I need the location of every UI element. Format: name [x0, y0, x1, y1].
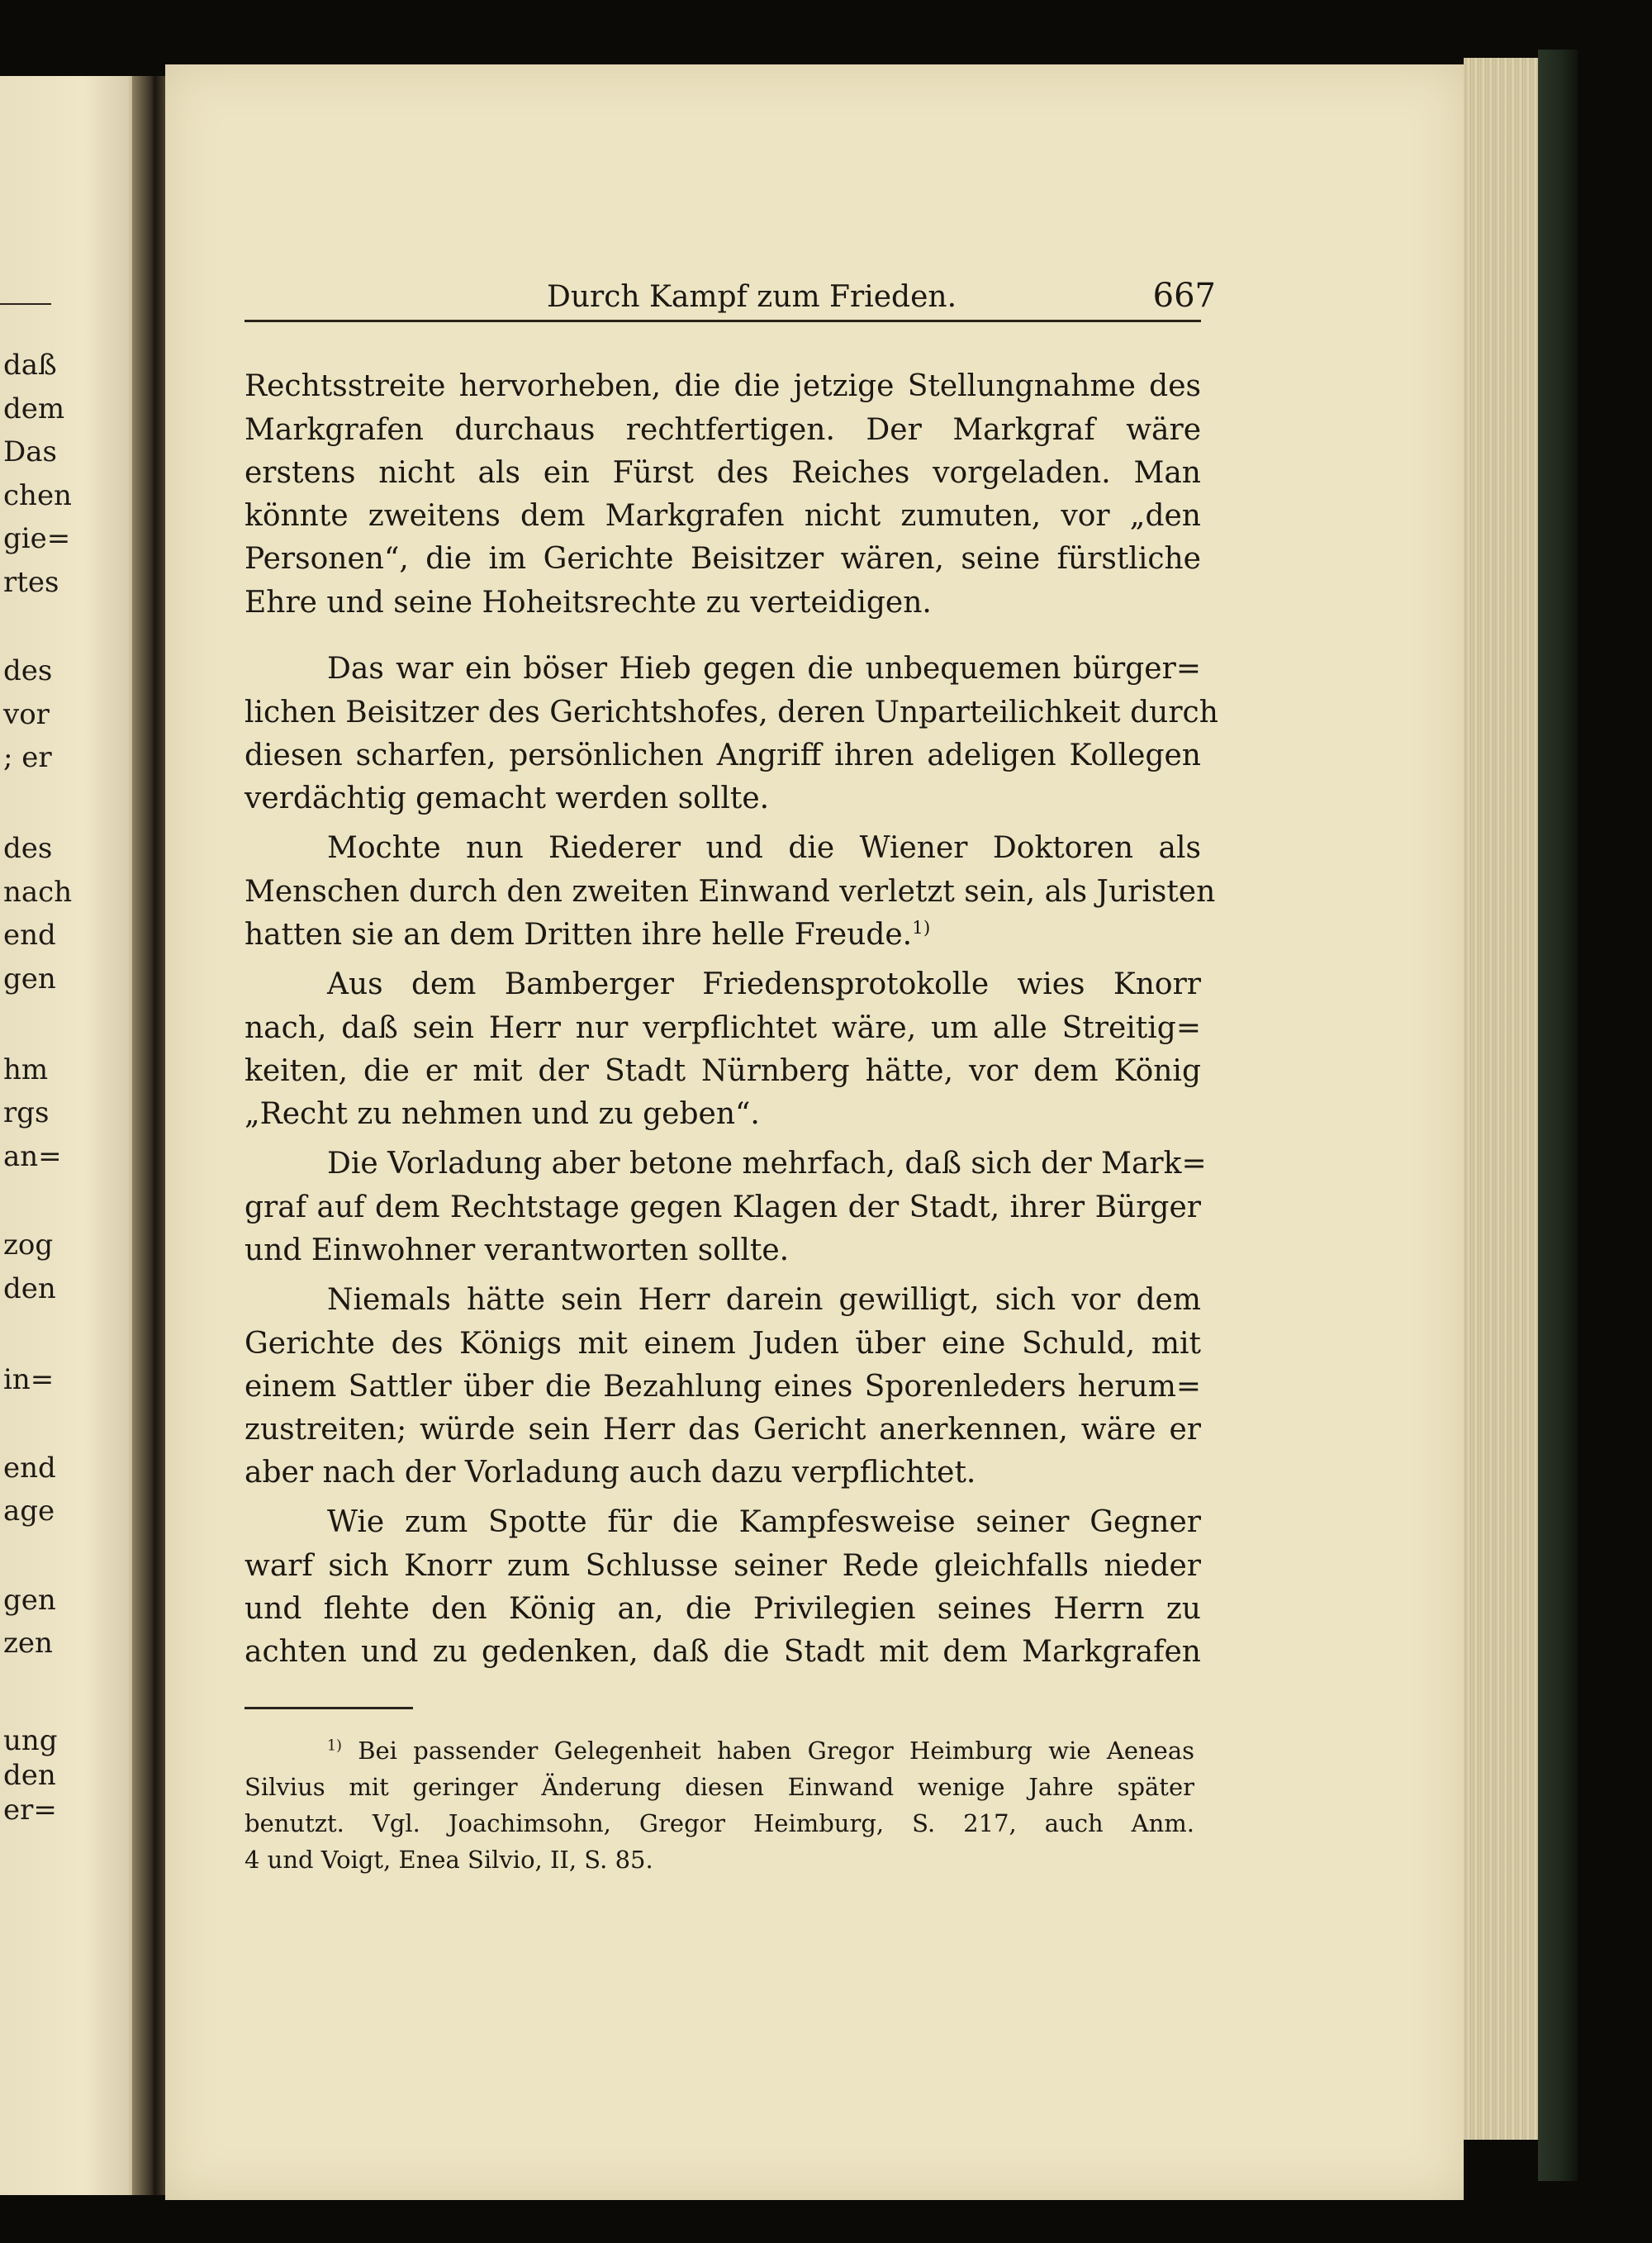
- left-page-fragment: den: [3, 1759, 56, 1792]
- body-line: Wie zum Spotte für die Kampfesweise seiner Gegner: [327, 1505, 1201, 1539]
- body-line: nach, daß sein Herr nur verpflichtet wäre, um alle Streitig=: [244, 1011, 1201, 1045]
- body-line: Personen“, die im Gerichte Beisitzer wären, seine fürstliche: [244, 542, 1201, 576]
- footnote-reference: 1): [912, 918, 931, 939]
- body-line: Markgrafen durchaus rechtfertigen. Der Markgraf wäre: [244, 413, 1201, 447]
- left-page-fragment: age: [3, 1495, 55, 1528]
- footnote-line: benutzt. Vgl. Joachimsohn, Gregor Heimburg, S. 217, auch Anm.: [244, 1809, 1194, 1837]
- left-page-fragment: gen: [3, 962, 56, 996]
- left-page-fragment: nach: [3, 876, 73, 909]
- left-page-fragment: daß: [3, 349, 57, 382]
- body-line: und flehte den König an, die Privilegien seines Herrn zu: [244, 1592, 1201, 1626]
- body-line: Mochte nun Riederer und die Wiener Doktoren als: [327, 831, 1201, 865]
- left-page-fragment: rtes: [3, 566, 59, 599]
- footnote-line: [327, 1733, 1194, 1768]
- left-page-fragment: end: [3, 1452, 56, 1485]
- book-cover: [1538, 50, 1578, 2181]
- running-head: Durch Kampf zum Frieden.: [546, 280, 957, 314]
- body-line: Das war ein böser Hieb gegen die unbequemen bürger=: [327, 652, 1201, 686]
- footnote-line: Silvius mit geringer Änderung diesen Einwand wenige Jahre später: [244, 1773, 1194, 1801]
- body-line: Gerichte des Königs mit einem Juden über eine Schuld, mit: [244, 1327, 1201, 1361]
- left-page-fragment: Das: [3, 435, 57, 468]
- body-line: Niemals hätte sein Herr darein gewilligt, sich vor dem: [327, 1283, 1201, 1317]
- body-line: Rechtsstreite hervorheben, die die jetzige Stellungnahme des: [244, 369, 1201, 403]
- left-page-fragment: chen: [3, 479, 72, 512]
- body-line: zustreiten; würde sein Herr das Gericht anerkennen, wäre er: [244, 1413, 1201, 1447]
- footnote-line: 4 und Voigt, Enea Silvio, II, S. 85.: [244, 1846, 653, 1874]
- page-number: 667: [1152, 277, 1216, 315]
- left-page-fragment: hm: [3, 1053, 49, 1086]
- body-line: [244, 915, 1201, 956]
- body-line: Die Vorladung aber betone mehrfach, daß sich der Mark=: [327, 1147, 1207, 1181]
- left-page-fragment: des: [3, 832, 53, 865]
- body-line: graf auf dem Rechtstage gegen Klagen der Stadt, ihrer Bürger: [244, 1190, 1201, 1224]
- body-line: und Einwohner verantworten sollte.: [244, 1233, 790, 1267]
- body-line: könnte zweitens dem Markgrafen nicht zumuten, vor „den: [244, 499, 1201, 533]
- body-line: Aus dem Bamberger Friedensprotokolle wies Knorr: [327, 967, 1201, 1001]
- left-page-fragment: rgs: [3, 1096, 50, 1129]
- body-line: verdächtig gemacht werden sollte.: [244, 782, 770, 815]
- body-line: Menschen durch den zweiten Einwand verletzt sein, als Juristen: [244, 875, 1216, 909]
- left-page-fragment: ung: [3, 1724, 58, 1757]
- left-page-fragment: in=: [3, 1363, 55, 1396]
- body-line: keiten, die er mit der Stadt Nürnberg hätte, vor dem König: [244, 1054, 1201, 1088]
- left-page-fragment: zog: [3, 1228, 54, 1262]
- body-line: „Recht zu nehmen und zu geben“.: [244, 1097, 760, 1131]
- left-page-fragment: zen: [3, 1627, 53, 1660]
- left-page-fragment: end: [3, 919, 56, 952]
- left-page-fragment: an=: [3, 1140, 62, 1173]
- body-line: einem Sattler über die Bezahlung eines Sporenleders herum=: [244, 1370, 1201, 1404]
- body-line: aber nach der Vorladung auch dazu verpflichtet.: [244, 1456, 976, 1490]
- header-rule: [244, 320, 1201, 322]
- footnote-marker: 1): [327, 1737, 342, 1755]
- left-page-fragment: gie=: [3, 522, 71, 555]
- body-line: erstens nicht als ein Fürst des Reiches vorgeladen. Man: [244, 456, 1201, 490]
- body-line: diesen scharfen, persönlichen Angriff ihren adeligen Kollegen: [244, 739, 1201, 772]
- body-line: Ehre und seine Hoheitsrechte zu verteidigen.: [244, 586, 932, 620]
- left-page-fragment: des: [3, 654, 53, 687]
- body-line: warf sich Knorr zum Schlusse seiner Rede gleichfalls nieder: [244, 1549, 1201, 1583]
- left-page-fragment: gen: [3, 1584, 56, 1617]
- body-line: achten und zu gedenken, daß die Stadt mit dem Markgrafen: [244, 1635, 1201, 1669]
- left-page-fragment: dem: [3, 392, 65, 425]
- left-page-fragment: ; er: [3, 741, 52, 774]
- footnote-text: Bei passender Gelegenheit haben Gregor Heimburg wie Aeneas: [358, 1737, 1194, 1765]
- left-page-fragment: vor: [3, 698, 50, 731]
- left-page-fragment: den: [3, 1272, 56, 1305]
- body-line: lichen Beisitzer des Gerichtshofes, deren Unparteilichkeit durch: [244, 696, 1218, 729]
- footnote-rule: [244, 1707, 413, 1709]
- left-page-header-rule: [0, 303, 51, 305]
- body-line-text: hatten sie an dem Dritten ihre helle Freude.: [244, 918, 913, 952]
- left-page-fragment: er=: [3, 1794, 57, 1827]
